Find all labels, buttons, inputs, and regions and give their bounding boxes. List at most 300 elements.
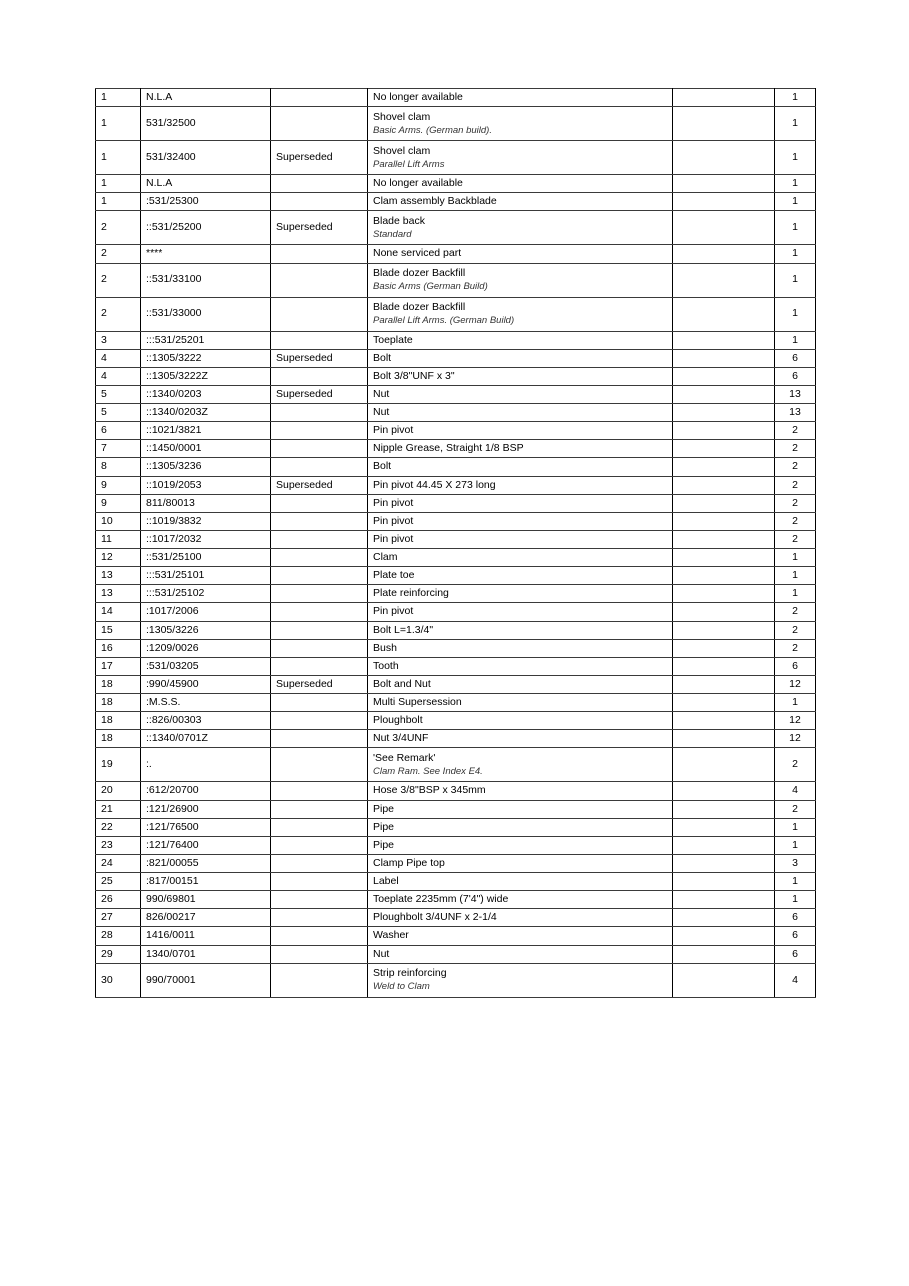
description-main: Blade dozer Backfill — [373, 267, 466, 279]
cell-blank — [673, 585, 775, 603]
cell-status — [271, 800, 368, 818]
description-main: Bolt 3/8"UNF x 3" — [373, 369, 455, 382]
cell-item-number: 23 — [96, 836, 141, 854]
cell-blank — [673, 331, 775, 349]
cell-description — [368, 494, 673, 512]
description-main: Blade dozer Backfill — [373, 301, 466, 313]
cell-status — [271, 494, 368, 512]
cell-part-number: :121/26900 — [141, 800, 271, 818]
cell-quantity: 2 — [775, 494, 816, 512]
description-main: Strip reinforcing — [373, 967, 447, 980]
description-note: Weld to Clam — [373, 981, 430, 993]
description-main: Blade back — [373, 214, 425, 227]
cell-item-number: 2 — [96, 263, 141, 297]
cell-quantity: 4 — [775, 782, 816, 800]
cell-status — [271, 621, 368, 639]
description-main: Nut 3/4UNF — [373, 732, 429, 745]
table-row — [96, 422, 816, 440]
cell-blank — [673, 476, 775, 494]
cell-blank — [673, 422, 775, 440]
cell-item-number: 12 — [96, 549, 141, 567]
cell-status — [271, 297, 368, 331]
table-row — [96, 818, 816, 836]
cell-blank — [673, 730, 775, 748]
cell-status — [271, 530, 368, 548]
cell-quantity: 1 — [775, 89, 816, 107]
description-main: Multi Supersession — [373, 696, 462, 708]
cell-status — [271, 836, 368, 854]
cell-item-number: 14 — [96, 603, 141, 621]
description-main: Pin pivot 44.45 X 273 long — [373, 478, 496, 491]
table-row — [96, 873, 816, 891]
table-row — [96, 440, 816, 458]
cell-status: Superseded — [271, 141, 368, 175]
cell-status — [271, 404, 368, 422]
cell-status — [271, 963, 368, 997]
cell-quantity: 2 — [775, 639, 816, 657]
cell-item-number: 1 — [96, 175, 141, 193]
description-main: Bolt — [373, 351, 392, 364]
cell-status — [271, 712, 368, 730]
cell-blank — [673, 694, 775, 712]
cell-item-number: 18 — [96, 712, 141, 730]
cell-description — [368, 657, 673, 675]
cell-description — [368, 818, 673, 836]
cell-quantity: 13 — [775, 404, 816, 422]
table-row — [96, 694, 816, 712]
cell-description — [368, 211, 673, 245]
description-main: Bush — [373, 641, 397, 654]
cell-quantity: 1 — [775, 549, 816, 567]
cell-description — [368, 89, 673, 107]
table-row — [96, 141, 816, 175]
table-row — [96, 657, 816, 675]
cell-blank — [673, 211, 775, 245]
cell-quantity: 2 — [775, 476, 816, 494]
cell-part-number: ::1450/0001 — [141, 440, 271, 458]
cell-quantity: 1 — [775, 836, 816, 854]
cell-part-number: ::1305/3222 — [141, 349, 271, 367]
cell-quantity: 13 — [775, 385, 816, 403]
cell-status — [271, 440, 368, 458]
cell-description — [368, 263, 673, 297]
cell-blank — [673, 603, 775, 621]
description-main: Plate toe — [373, 569, 415, 582]
cell-status — [271, 331, 368, 349]
cell-status: Superseded — [271, 476, 368, 494]
cell-blank — [673, 748, 775, 782]
cell-description — [368, 800, 673, 818]
cell-item-number: 19 — [96, 748, 141, 782]
cell-part-number: :531/03205 — [141, 657, 271, 675]
cell-quantity: 6 — [775, 945, 816, 963]
cell-description — [368, 385, 673, 403]
cell-quantity: 6 — [775, 367, 816, 385]
table-row — [96, 800, 816, 818]
description-main: Clamp Pipe top — [373, 856, 445, 869]
cell-item-number: 2 — [96, 297, 141, 331]
cell-status — [271, 567, 368, 585]
cell-part-number: :::531/25102 — [141, 585, 271, 603]
cell-item-number: 18 — [96, 730, 141, 748]
cell-item-number: 5 — [96, 404, 141, 422]
cell-description — [368, 193, 673, 211]
cell-blank — [673, 175, 775, 193]
cell-part-number: 531/32500 — [141, 107, 271, 141]
cell-blank — [673, 512, 775, 530]
cell-status — [271, 245, 368, 263]
cell-description — [368, 297, 673, 331]
cell-blank — [673, 657, 775, 675]
description-main: Pin pivot — [373, 532, 414, 545]
table-row — [96, 854, 816, 872]
table-row — [96, 263, 816, 297]
cell-blank — [673, 141, 775, 175]
cell-quantity: 1 — [775, 585, 816, 603]
cell-part-number: N.L.A — [141, 175, 271, 193]
cell-part-number: :612/20700 — [141, 782, 271, 800]
description-main: Clam — [373, 551, 398, 563]
cell-item-number: 4 — [96, 349, 141, 367]
cell-status — [271, 585, 368, 603]
cell-description — [368, 603, 673, 621]
cell-part-number: 531/32400 — [141, 141, 271, 175]
cell-item-number: 11 — [96, 530, 141, 548]
cell-blank — [673, 621, 775, 639]
cell-part-number: ::1019/2053 — [141, 476, 271, 494]
cell-quantity: 1 — [775, 331, 816, 349]
cell-description — [368, 945, 673, 963]
cell-item-number: 7 — [96, 440, 141, 458]
table-row — [96, 297, 816, 331]
cell-item-number: 1 — [96, 193, 141, 211]
table-row — [96, 404, 816, 422]
cell-part-number: ::1305/3222Z — [141, 367, 271, 385]
cell-part-number: :1209/0026 — [141, 639, 271, 657]
cell-quantity: 1 — [775, 567, 816, 585]
description-main: Ploughbolt 3/4UNF x 2-1/4 — [373, 911, 497, 924]
cell-description — [368, 639, 673, 657]
cell-quantity: 1 — [775, 891, 816, 909]
cell-blank — [673, 800, 775, 818]
cell-item-number: 30 — [96, 963, 141, 997]
cell-item-number: 22 — [96, 818, 141, 836]
cell-item-number: 3 — [96, 331, 141, 349]
cell-blank — [673, 494, 775, 512]
description-main: Clam assembly Backblade — [373, 195, 497, 208]
cell-status — [271, 748, 368, 782]
description-note: Parallel Lift Arms. (German Build) — [373, 315, 515, 327]
cell-blank — [673, 245, 775, 263]
cell-blank — [673, 963, 775, 997]
cell-description — [368, 782, 673, 800]
cell-quantity: 1 — [775, 211, 816, 245]
cell-status — [271, 891, 368, 909]
cell-description — [368, 891, 673, 909]
table-row — [96, 175, 816, 193]
cell-item-number: 24 — [96, 854, 141, 872]
table-row — [96, 712, 816, 730]
description-main: Label — [373, 875, 399, 887]
cell-item-number: 13 — [96, 567, 141, 585]
table-row — [96, 458, 816, 476]
description-main: None serviced part — [373, 247, 462, 260]
cell-part-number: N.L.A — [141, 89, 271, 107]
cell-blank — [673, 549, 775, 567]
cell-part-number: :990/45900 — [141, 675, 271, 693]
description-main: Tooth — [373, 659, 399, 672]
cell-status: Superseded — [271, 385, 368, 403]
cell-description — [368, 245, 673, 263]
parts-table-body — [96, 89, 816, 998]
cell-item-number: 13 — [96, 585, 141, 603]
cell-status — [271, 263, 368, 297]
cell-blank — [673, 567, 775, 585]
cell-description — [368, 854, 673, 872]
cell-status — [271, 603, 368, 621]
description-note: Standard — [373, 229, 412, 240]
cell-description — [368, 873, 673, 891]
cell-quantity: 12 — [775, 730, 816, 748]
cell-quantity: 2 — [775, 530, 816, 548]
table-row — [96, 107, 816, 141]
cell-status — [271, 657, 368, 675]
table-row — [96, 585, 816, 603]
description-main: Bolt — [373, 460, 392, 473]
cell-blank — [673, 891, 775, 909]
description-main: Ploughbolt — [373, 714, 423, 727]
cell-item-number: 18 — [96, 675, 141, 693]
cell-description — [368, 141, 673, 175]
cell-quantity: 1 — [775, 245, 816, 263]
cell-quantity: 12 — [775, 675, 816, 693]
cell-item-number: 21 — [96, 800, 141, 818]
cell-part-number: :1305/3226 — [141, 621, 271, 639]
cell-description — [368, 440, 673, 458]
table-row — [96, 476, 816, 494]
cell-quantity: 2 — [775, 512, 816, 530]
cell-quantity: 1 — [775, 694, 816, 712]
cell-item-number: 17 — [96, 657, 141, 675]
cell-description — [368, 422, 673, 440]
cell-quantity: 3 — [775, 854, 816, 872]
cell-quantity: 1 — [775, 141, 816, 175]
cell-description — [368, 567, 673, 585]
cell-description — [368, 730, 673, 748]
parts-table — [95, 88, 816, 998]
cell-quantity: 1 — [775, 193, 816, 211]
cell-part-number: ::1340/0203 — [141, 385, 271, 403]
cell-description — [368, 694, 673, 712]
cell-part-number: :121/76500 — [141, 818, 271, 836]
cell-item-number: 16 — [96, 639, 141, 657]
cell-item-number: 1 — [96, 107, 141, 141]
table-row — [96, 730, 816, 748]
cell-part-number: 1340/0701 — [141, 945, 271, 963]
cell-blank — [673, 107, 775, 141]
cell-part-number: ::531/25100 — [141, 549, 271, 567]
table-row — [96, 909, 816, 927]
table-row — [96, 367, 816, 385]
cell-description — [368, 404, 673, 422]
description-main: Bolt L=1.3/4" — [373, 623, 434, 636]
description-main: Pin pivot — [373, 605, 414, 618]
table-row — [96, 891, 816, 909]
description-main: Nut — [373, 387, 390, 400]
cell-blank — [673, 367, 775, 385]
description-main: Shovel clam — [373, 144, 431, 157]
cell-part-number: :821/00055 — [141, 854, 271, 872]
table-row — [96, 782, 816, 800]
cell-item-number: 15 — [96, 621, 141, 639]
table-row — [96, 567, 816, 585]
cell-part-number: ::1340/0701Z — [141, 730, 271, 748]
cell-item-number: 25 — [96, 873, 141, 891]
table-row — [96, 549, 816, 567]
cell-blank — [673, 639, 775, 657]
table-row — [96, 927, 816, 945]
description-main: Pin pivot — [373, 496, 414, 509]
cell-part-number: :M.S.S. — [141, 694, 271, 712]
cell-item-number: 1 — [96, 141, 141, 175]
table-row — [96, 675, 816, 693]
cell-quantity: 1 — [775, 818, 816, 836]
cell-description — [368, 963, 673, 997]
table-row — [96, 385, 816, 403]
cell-part-number: ::1340/0203Z — [141, 404, 271, 422]
cell-blank — [673, 818, 775, 836]
cell-status — [271, 549, 368, 567]
cell-blank — [673, 782, 775, 800]
cell-status — [271, 458, 368, 476]
cell-quantity: 1 — [775, 263, 816, 297]
cell-part-number: ::531/33000 — [141, 297, 271, 331]
cell-description — [368, 927, 673, 945]
cell-status — [271, 367, 368, 385]
cell-status — [271, 175, 368, 193]
description-note: Basic Arms. (German build). — [373, 124, 492, 136]
cell-description — [368, 512, 673, 530]
cell-status — [271, 909, 368, 927]
cell-blank — [673, 297, 775, 331]
cell-item-number: 1 — [96, 89, 141, 107]
cell-description — [368, 367, 673, 385]
cell-description — [368, 621, 673, 639]
cell-description — [368, 331, 673, 349]
cell-part-number: :121/76400 — [141, 836, 271, 854]
cell-status — [271, 89, 368, 107]
cell-quantity: 1 — [775, 873, 816, 891]
description-note: Clam Ram. See Index E4. — [373, 766, 483, 777]
cell-status — [271, 818, 368, 836]
description-main: No longer available — [373, 91, 463, 103]
cell-item-number: 8 — [96, 458, 141, 476]
cell-blank — [673, 385, 775, 403]
cell-description — [368, 530, 673, 548]
cell-item-number: 6 — [96, 422, 141, 440]
table-row — [96, 621, 816, 639]
table-row — [96, 89, 816, 107]
cell-description — [368, 476, 673, 494]
description-main: Plate reinforcing — [373, 587, 449, 600]
description-main: Nut — [373, 947, 390, 960]
cell-quantity: 1 — [775, 107, 816, 141]
cell-item-number: 5 — [96, 385, 141, 403]
cell-status — [271, 730, 368, 748]
cell-description — [368, 748, 673, 782]
description-note: Basic Arms (German Build) — [373, 281, 488, 293]
table-row — [96, 193, 816, 211]
cell-description — [368, 458, 673, 476]
cell-part-number: ::1305/3236 — [141, 458, 271, 476]
cell-blank — [673, 712, 775, 730]
description-note: Parallel Lift Arms — [373, 158, 445, 170]
cell-quantity: 4 — [775, 963, 816, 997]
cell-part-number: ::531/33100 — [141, 263, 271, 297]
cell-part-number: :. — [141, 748, 271, 782]
cell-item-number: 27 — [96, 909, 141, 927]
cell-description — [368, 349, 673, 367]
cell-quantity: 6 — [775, 909, 816, 927]
table-row — [96, 211, 816, 245]
description-main: Toeplate — [373, 333, 413, 346]
cell-item-number: 28 — [96, 927, 141, 945]
cell-item-number: 29 — [96, 945, 141, 963]
description-main: Toeplate 2235mm (7'4") wide — [373, 893, 509, 906]
cell-item-number: 18 — [96, 694, 141, 712]
cell-item-number: 26 — [96, 891, 141, 909]
cell-quantity: 1 — [775, 297, 816, 331]
table-row — [96, 494, 816, 512]
cell-status: Superseded — [271, 675, 368, 693]
description-main: Pipe — [373, 802, 395, 815]
cell-blank — [673, 675, 775, 693]
cell-quantity: 1 — [775, 175, 816, 193]
table-row — [96, 349, 816, 367]
description-main: Bolt and Nut — [373, 677, 431, 690]
cell-quantity: 2 — [775, 621, 816, 639]
cell-quantity: 6 — [775, 349, 816, 367]
cell-part-number: 990/69801 — [141, 891, 271, 909]
cell-description — [368, 585, 673, 603]
cell-blank — [673, 909, 775, 927]
table-row — [96, 836, 816, 854]
cell-item-number: 20 — [96, 782, 141, 800]
description-main: Pin pivot — [373, 424, 414, 437]
cell-status — [271, 639, 368, 657]
cell-part-number: ::1017/2032 — [141, 530, 271, 548]
cell-quantity: 2 — [775, 422, 816, 440]
cell-status — [271, 854, 368, 872]
cell-blank — [673, 836, 775, 854]
cell-quantity: 2 — [775, 603, 816, 621]
cell-part-number: ::1019/3832 — [141, 512, 271, 530]
table-row — [96, 530, 816, 548]
cell-blank — [673, 404, 775, 422]
table-row — [96, 245, 816, 263]
cell-description — [368, 675, 673, 693]
cell-blank — [673, 349, 775, 367]
cell-status — [271, 927, 368, 945]
description-main: Pin pivot — [373, 514, 414, 527]
cell-blank — [673, 927, 775, 945]
cell-item-number: 4 — [96, 367, 141, 385]
cell-description — [368, 175, 673, 193]
parts-list-sheet — [95, 88, 815, 998]
cell-item-number: 9 — [96, 476, 141, 494]
description-main: Nut — [373, 406, 390, 418]
cell-status — [271, 107, 368, 141]
